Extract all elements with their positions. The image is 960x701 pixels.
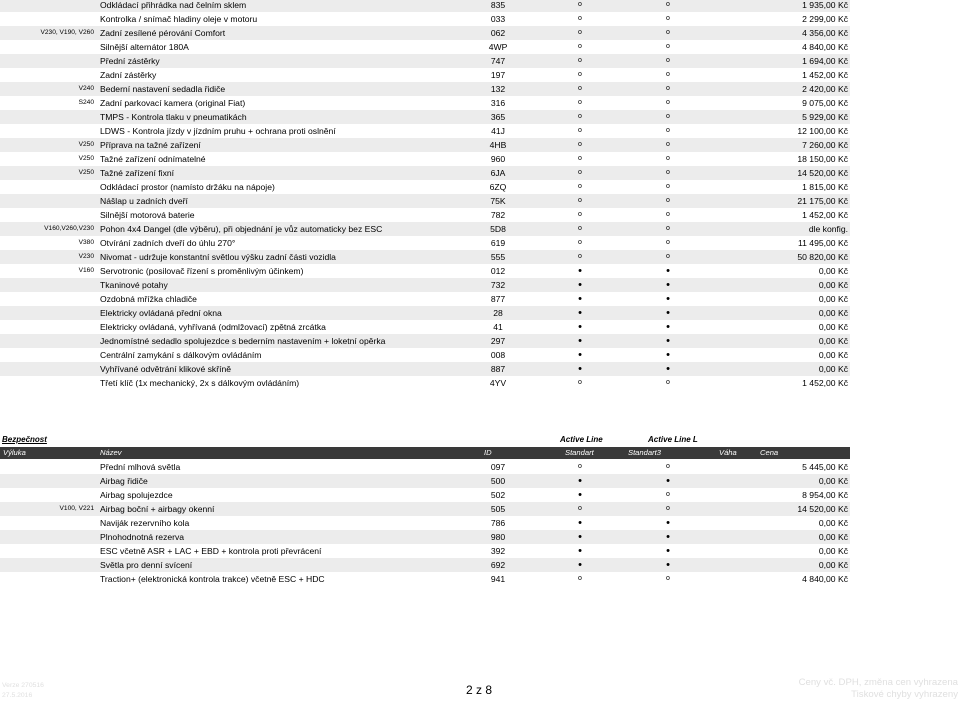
table-row [0, 208, 850, 222]
active-line-l-cell: • [666, 349, 670, 361]
id-cell: 033 [490, 14, 506, 24]
table-row [0, 320, 850, 334]
active-line-cell: o [578, 155, 582, 162]
active-line-l-cell: • [666, 559, 670, 571]
print-note: Tiskové chyby vyhrazeny [851, 689, 958, 700]
active-line-cell: o [578, 169, 582, 176]
active-line-l-cell: o [666, 225, 670, 232]
table-row [0, 572, 850, 586]
active-line-cell: o [578, 141, 582, 148]
active-line-l-cell: • [666, 363, 670, 375]
active-line-l-cell: o [666, 85, 670, 92]
id-cell: 887 [490, 364, 506, 374]
price-cell: 14 520,00 Kč [797, 504, 848, 514]
table-row [0, 516, 850, 530]
safety-section-header [0, 434, 850, 445]
active-line-l-cell: o [666, 127, 670, 134]
price-cell: 1 935,00 Kč [802, 0, 848, 10]
price-cell: 50 820,00 Kč [797, 252, 848, 262]
id-cell: 941 [490, 574, 506, 584]
variant-cell: V380 [78, 239, 94, 246]
id-cell: 505 [490, 504, 506, 514]
price-note: Ceny vč. DPH, změna cen vyhrazena [798, 677, 958, 688]
price-cell: 1 452,00 Kč [802, 70, 848, 80]
active-line-cell: • [578, 349, 582, 361]
variant-cell: V230, V190, V260 [40, 29, 94, 36]
active-line-cell: o [578, 225, 582, 232]
price-cell: 0,00 Kč [818, 546, 848, 556]
active-line-l-cell: o [666, 183, 670, 190]
active-line-cell: o [578, 71, 582, 78]
price-cell: 9 075,00 Kč [802, 98, 848, 108]
table-row [0, 12, 850, 26]
id-cell: 4WP [488, 42, 508, 52]
id-cell: 732 [490, 280, 506, 290]
table-row [0, 180, 850, 194]
name-cell: Traction+ (elektronická kontrola trakce) včetně ESC + HDC [100, 574, 325, 584]
table-row [0, 306, 850, 320]
price-cell: 11 495,00 Kč [797, 238, 848, 248]
active-line-cell: o [578, 85, 582, 92]
id-cell: 297 [490, 336, 506, 346]
name-cell: Jednomístné sedadlo spolujezdce s bederním nastavením + loketní opěrka [100, 336, 386, 346]
active-line-l-cell: o [666, 71, 670, 78]
active-line-cell: o [578, 15, 582, 22]
active-line-l-cell: o [666, 57, 670, 64]
id-cell: 835 [490, 0, 506, 10]
name-cell: Příprava na tažné zařízení [100, 140, 201, 150]
table-row [0, 110, 850, 124]
table-row [0, 558, 850, 572]
active-line-l-cell: o [666, 491, 670, 498]
price-cell: 1 694,00 Kč [802, 56, 848, 66]
active-line-cell: o [578, 113, 582, 120]
column-active-line-l: Active Line L [648, 435, 698, 444]
active-line-l-cell: o [666, 155, 670, 162]
active-line-l-cell: • [666, 265, 670, 277]
table-row [0, 474, 850, 488]
id-cell: 747 [490, 56, 506, 66]
price-cell: 21 175,00 Kč [797, 196, 848, 206]
price-cell: 0,00 Kč [818, 308, 848, 318]
price-cell: 4 840,00 Kč [802, 42, 848, 52]
table-row [0, 292, 850, 306]
name-cell: Nášlap u zadních dveří [100, 196, 188, 206]
price-cell: 0,00 Kč [818, 532, 848, 542]
id-cell: 41 [493, 322, 503, 332]
active-line-l-cell: o [666, 239, 670, 246]
active-line-cell: o [578, 575, 582, 582]
active-line-cell: • [578, 517, 582, 529]
active-line-cell: o [578, 99, 582, 106]
id-cell: 619 [490, 238, 506, 248]
table-row [0, 250, 850, 264]
table-row [0, 96, 850, 110]
name-cell: Silnější alternátor 180A [100, 42, 189, 52]
id-cell: 692 [490, 560, 506, 570]
id-cell: 555 [490, 252, 506, 262]
price-cell: 0,00 Kč [818, 476, 848, 486]
active-line-cell: o [578, 127, 582, 134]
name-cell: Přední zástěrky [100, 56, 160, 66]
active-line-l-cell: • [666, 307, 670, 319]
header-id: ID [484, 448, 492, 457]
id-cell: 097 [490, 462, 506, 472]
id-cell: 786 [490, 518, 506, 528]
table-row [0, 278, 850, 292]
header-name: Název [100, 448, 122, 457]
name-cell: Elektricky ovládaná přední okna [100, 308, 222, 318]
price-cell: 1 452,00 Kč [802, 378, 848, 388]
active-line-cell: o [578, 253, 582, 260]
active-line-l-cell: o [666, 253, 670, 260]
safety-table [0, 460, 850, 586]
active-line-l-cell: o [666, 463, 670, 470]
active-line-cell: o [578, 211, 582, 218]
price-cell: 0,00 Kč [818, 560, 848, 570]
price-cell: 4 840,00 Kč [802, 574, 848, 584]
table-row [0, 376, 850, 390]
id-cell: 316 [490, 98, 506, 108]
active-line-cell: o [578, 197, 582, 204]
version-text: Verze 270516 [2, 682, 44, 689]
id-cell: 5D8 [490, 224, 506, 234]
header-weight: Váha [719, 448, 737, 457]
name-cell: Otvírání zadních dveří do úhlu 270° [100, 238, 236, 248]
active-line-l-cell: o [666, 43, 670, 50]
id-cell: 960 [490, 154, 506, 164]
table-row [0, 334, 850, 348]
footer-version [2, 681, 44, 701]
name-cell: LDWS - Kontrola jízdy v jízdním pruhu + ochrana proti oslnění [100, 126, 336, 136]
variant-cell: V250 [78, 169, 94, 176]
variant-cell: S240 [78, 99, 94, 106]
table-row [0, 124, 850, 138]
name-cell: Elektricky ovládaná, vyhřívaná (odmlžovací) zpětná zrcátka [100, 322, 326, 332]
active-line-cell: o [578, 43, 582, 50]
active-line-l-cell: • [666, 545, 670, 557]
active-line-l-cell: o [666, 113, 670, 120]
name-cell: ESC včetně ASR + LAC + EBD + kontrola proti převrácení [100, 546, 322, 556]
name-cell: Airbag spolujezdce [100, 490, 173, 500]
variant-cell: V100, V221 [59, 505, 94, 512]
table-row [0, 460, 850, 474]
active-line-cell: o [578, 463, 582, 470]
id-cell: 877 [490, 294, 506, 304]
active-line-cell: o [578, 1, 582, 8]
active-line-l-cell: o [666, 575, 670, 582]
name-cell: Zadní parkovací kamera (original Fiat) [100, 98, 246, 108]
name-cell: Silnější motorová baterie [100, 210, 195, 220]
active-line-l-cell: • [666, 531, 670, 543]
name-cell: Tažné zařízení fixní [100, 168, 175, 178]
header-price: Cena [760, 448, 779, 457]
name-cell: Kontrolka / snímač hladiny oleje v motoru [100, 14, 258, 24]
table-row [0, 194, 850, 208]
name-cell: Zadní zástěrky [100, 70, 157, 80]
header-exclusion: Výluka [3, 448, 26, 457]
table-row [0, 544, 850, 558]
price-cell: 12 100,00 Kč [797, 126, 848, 136]
variant-cell: V240 [78, 85, 94, 92]
table-row [0, 264, 850, 278]
active-line-l-cell: o [666, 15, 670, 22]
name-cell: Plnohodnotná rezerva [100, 532, 185, 542]
price-cell: 2 420,00 Kč [802, 84, 848, 94]
id-cell: 782 [490, 210, 506, 220]
active-line-l-cell: • [666, 321, 670, 333]
variant-cell: V230 [78, 253, 94, 260]
active-line-cell: • [578, 363, 582, 375]
active-line-cell: • [578, 559, 582, 571]
table-row [0, 152, 850, 166]
active-line-cell: • [578, 293, 582, 305]
price-cell: 0,00 Kč [818, 294, 848, 304]
active-line-l-cell: • [666, 279, 670, 291]
table-row [0, 502, 850, 516]
price-cell: 0,00 Kč [818, 322, 848, 332]
price-cell: 5 445,00 Kč [802, 462, 848, 472]
id-cell: 41J [491, 126, 505, 136]
table-row [0, 236, 850, 250]
active-line-l-cell: o [666, 169, 670, 176]
name-cell: Bederní nastavení sedadla řidiče [100, 84, 226, 94]
safety-column-header [0, 447, 850, 459]
id-cell: 197 [490, 70, 506, 80]
name-cell: Naviják rezervního kola [100, 518, 190, 528]
price-cell: 0,00 Kč [818, 518, 848, 528]
price-cell: 0,00 Kč [818, 266, 848, 276]
price-cell: 4 356,00 Kč [802, 28, 848, 38]
table-row [0, 138, 850, 152]
price-cell: 1 815,00 Kč [802, 182, 848, 192]
active-line-cell: o [578, 505, 582, 512]
active-line-cell: • [578, 279, 582, 291]
active-line-cell: • [578, 335, 582, 347]
price-cell: 2 299,00 Kč [802, 14, 848, 24]
table-row [0, 222, 850, 236]
name-cell: Tkaninové potahy [100, 280, 168, 290]
table-row [0, 0, 850, 12]
price-cell: 0,00 Kč [818, 280, 848, 290]
active-line-l-cell: o [666, 1, 670, 8]
id-cell: 500 [490, 476, 506, 486]
active-line-cell: • [578, 489, 582, 501]
price-cell: 14 520,00 Kč [797, 168, 848, 178]
active-line-cell: o [578, 379, 582, 386]
name-cell: Odkládací prostor (namísto držáku na nápoje) [100, 182, 275, 192]
active-line-l-cell: o [666, 505, 670, 512]
id-cell: 062 [490, 28, 506, 38]
active-line-cell: • [578, 475, 582, 487]
price-cell: dle konfig. [808, 224, 848, 234]
price-cell: 0,00 Kč [818, 336, 848, 346]
id-cell: 75K [490, 196, 506, 206]
price-cell: 0,00 Kč [818, 350, 848, 360]
table-row [0, 54, 850, 68]
id-cell: 6ZQ [489, 182, 507, 192]
name-cell: Třetí klíč (1x mechanický, 2x s dálkovým ovládáním) [100, 378, 300, 388]
name-cell: Světla pro denní svícení [100, 560, 193, 570]
active-line-l-cell: o [666, 379, 670, 386]
footer-notes [799, 677, 958, 701]
name-cell: Zadní zesílené pérování Comfort [100, 28, 226, 38]
id-cell: 008 [490, 350, 506, 360]
active-line-l-cell: o [666, 99, 670, 106]
table-row [0, 348, 850, 362]
name-cell: Nivomat - udržuje konstantní světlou výšku zadní části vozidla [100, 252, 336, 262]
price-cell: 7 260,00 Kč [802, 140, 848, 150]
date-text: 27.5.2016 [2, 692, 33, 699]
id-cell: 28 [493, 308, 503, 318]
active-line-l-cell: o [666, 197, 670, 204]
table-row [0, 530, 850, 544]
active-line-cell: o [578, 239, 582, 246]
id-cell: 6JA [490, 168, 506, 178]
active-line-l-cell: • [666, 517, 670, 529]
active-line-l-cell: o [666, 141, 670, 148]
active-line-l-cell: o [666, 29, 670, 36]
section-title: Bezpečnost [2, 435, 47, 444]
table-row [0, 362, 850, 376]
table-row [0, 68, 850, 82]
price-cell: 5 929,00 Kč [802, 112, 848, 122]
table-row [0, 40, 850, 54]
variant-cell: V250 [78, 155, 94, 162]
name-cell: Vyhřívané odvětrání klikové skříně [100, 364, 232, 374]
active-line-cell: • [578, 545, 582, 557]
equipment-table [0, 0, 850, 390]
id-cell: 012 [490, 266, 506, 276]
name-cell: Odkládací přihrádka nad čelním sklem [100, 0, 247, 10]
id-cell: 980 [490, 532, 506, 542]
id-cell: 4HB [489, 140, 507, 150]
id-cell: 502 [490, 490, 506, 500]
name-cell: Servotronic (posilovač řízení s proměnlivým účinkem) [100, 266, 304, 276]
price-cell: 18 150,00 Kč [797, 154, 848, 164]
price-cell: 8 954,00 Kč [802, 490, 848, 500]
active-line-l-cell: • [666, 335, 670, 347]
page-number: 2 z 8 [466, 683, 493, 697]
variant-cell: V160,V260,V230 [44, 225, 94, 232]
price-cell: 0,00 Kč [818, 364, 848, 374]
table-row [0, 166, 850, 180]
active-line-cell: • [578, 531, 582, 543]
active-line-l-cell: • [666, 293, 670, 305]
header-standart3: Standart3 [628, 448, 661, 457]
active-line-l-cell: • [666, 475, 670, 487]
variant-cell: V160 [78, 267, 94, 274]
price-cell: 1 452,00 Kč [802, 210, 848, 220]
active-line-cell: • [578, 321, 582, 333]
id-cell: 392 [490, 546, 506, 556]
name-cell: Pohon 4x4 Dangel (dle výběru), při objednání je vůz automaticky bez ESC [100, 224, 383, 234]
active-line-cell: o [578, 29, 582, 36]
id-cell: 365 [490, 112, 506, 122]
name-cell: Ozdobná mřížka chladiče [100, 294, 197, 304]
id-cell: 4YV [489, 378, 507, 388]
name-cell: TMPS - Kontrola tlaku v pneumatikách [100, 112, 247, 122]
name-cell: Přední mlhová světla [100, 462, 181, 472]
active-line-cell: • [578, 265, 582, 277]
table-row [0, 82, 850, 96]
header-standart: Standart [565, 448, 594, 457]
name-cell: Airbag řidiče [100, 476, 148, 486]
active-line-cell: o [578, 183, 582, 190]
table-row [0, 26, 850, 40]
name-cell: Airbag boční + airbagy okenní [100, 504, 215, 514]
variant-cell: V250 [78, 141, 94, 148]
name-cell: Centrální zamykání s dálkovým ovládáním [100, 350, 262, 360]
active-line-l-cell: o [666, 211, 670, 218]
table-row [0, 488, 850, 502]
active-line-cell: • [578, 307, 582, 319]
name-cell: Tažné zařízení odnímatelné [100, 154, 206, 164]
active-line-cell: o [578, 57, 582, 64]
column-active-line: Active Line [560, 435, 603, 444]
id-cell: 132 [490, 84, 506, 94]
